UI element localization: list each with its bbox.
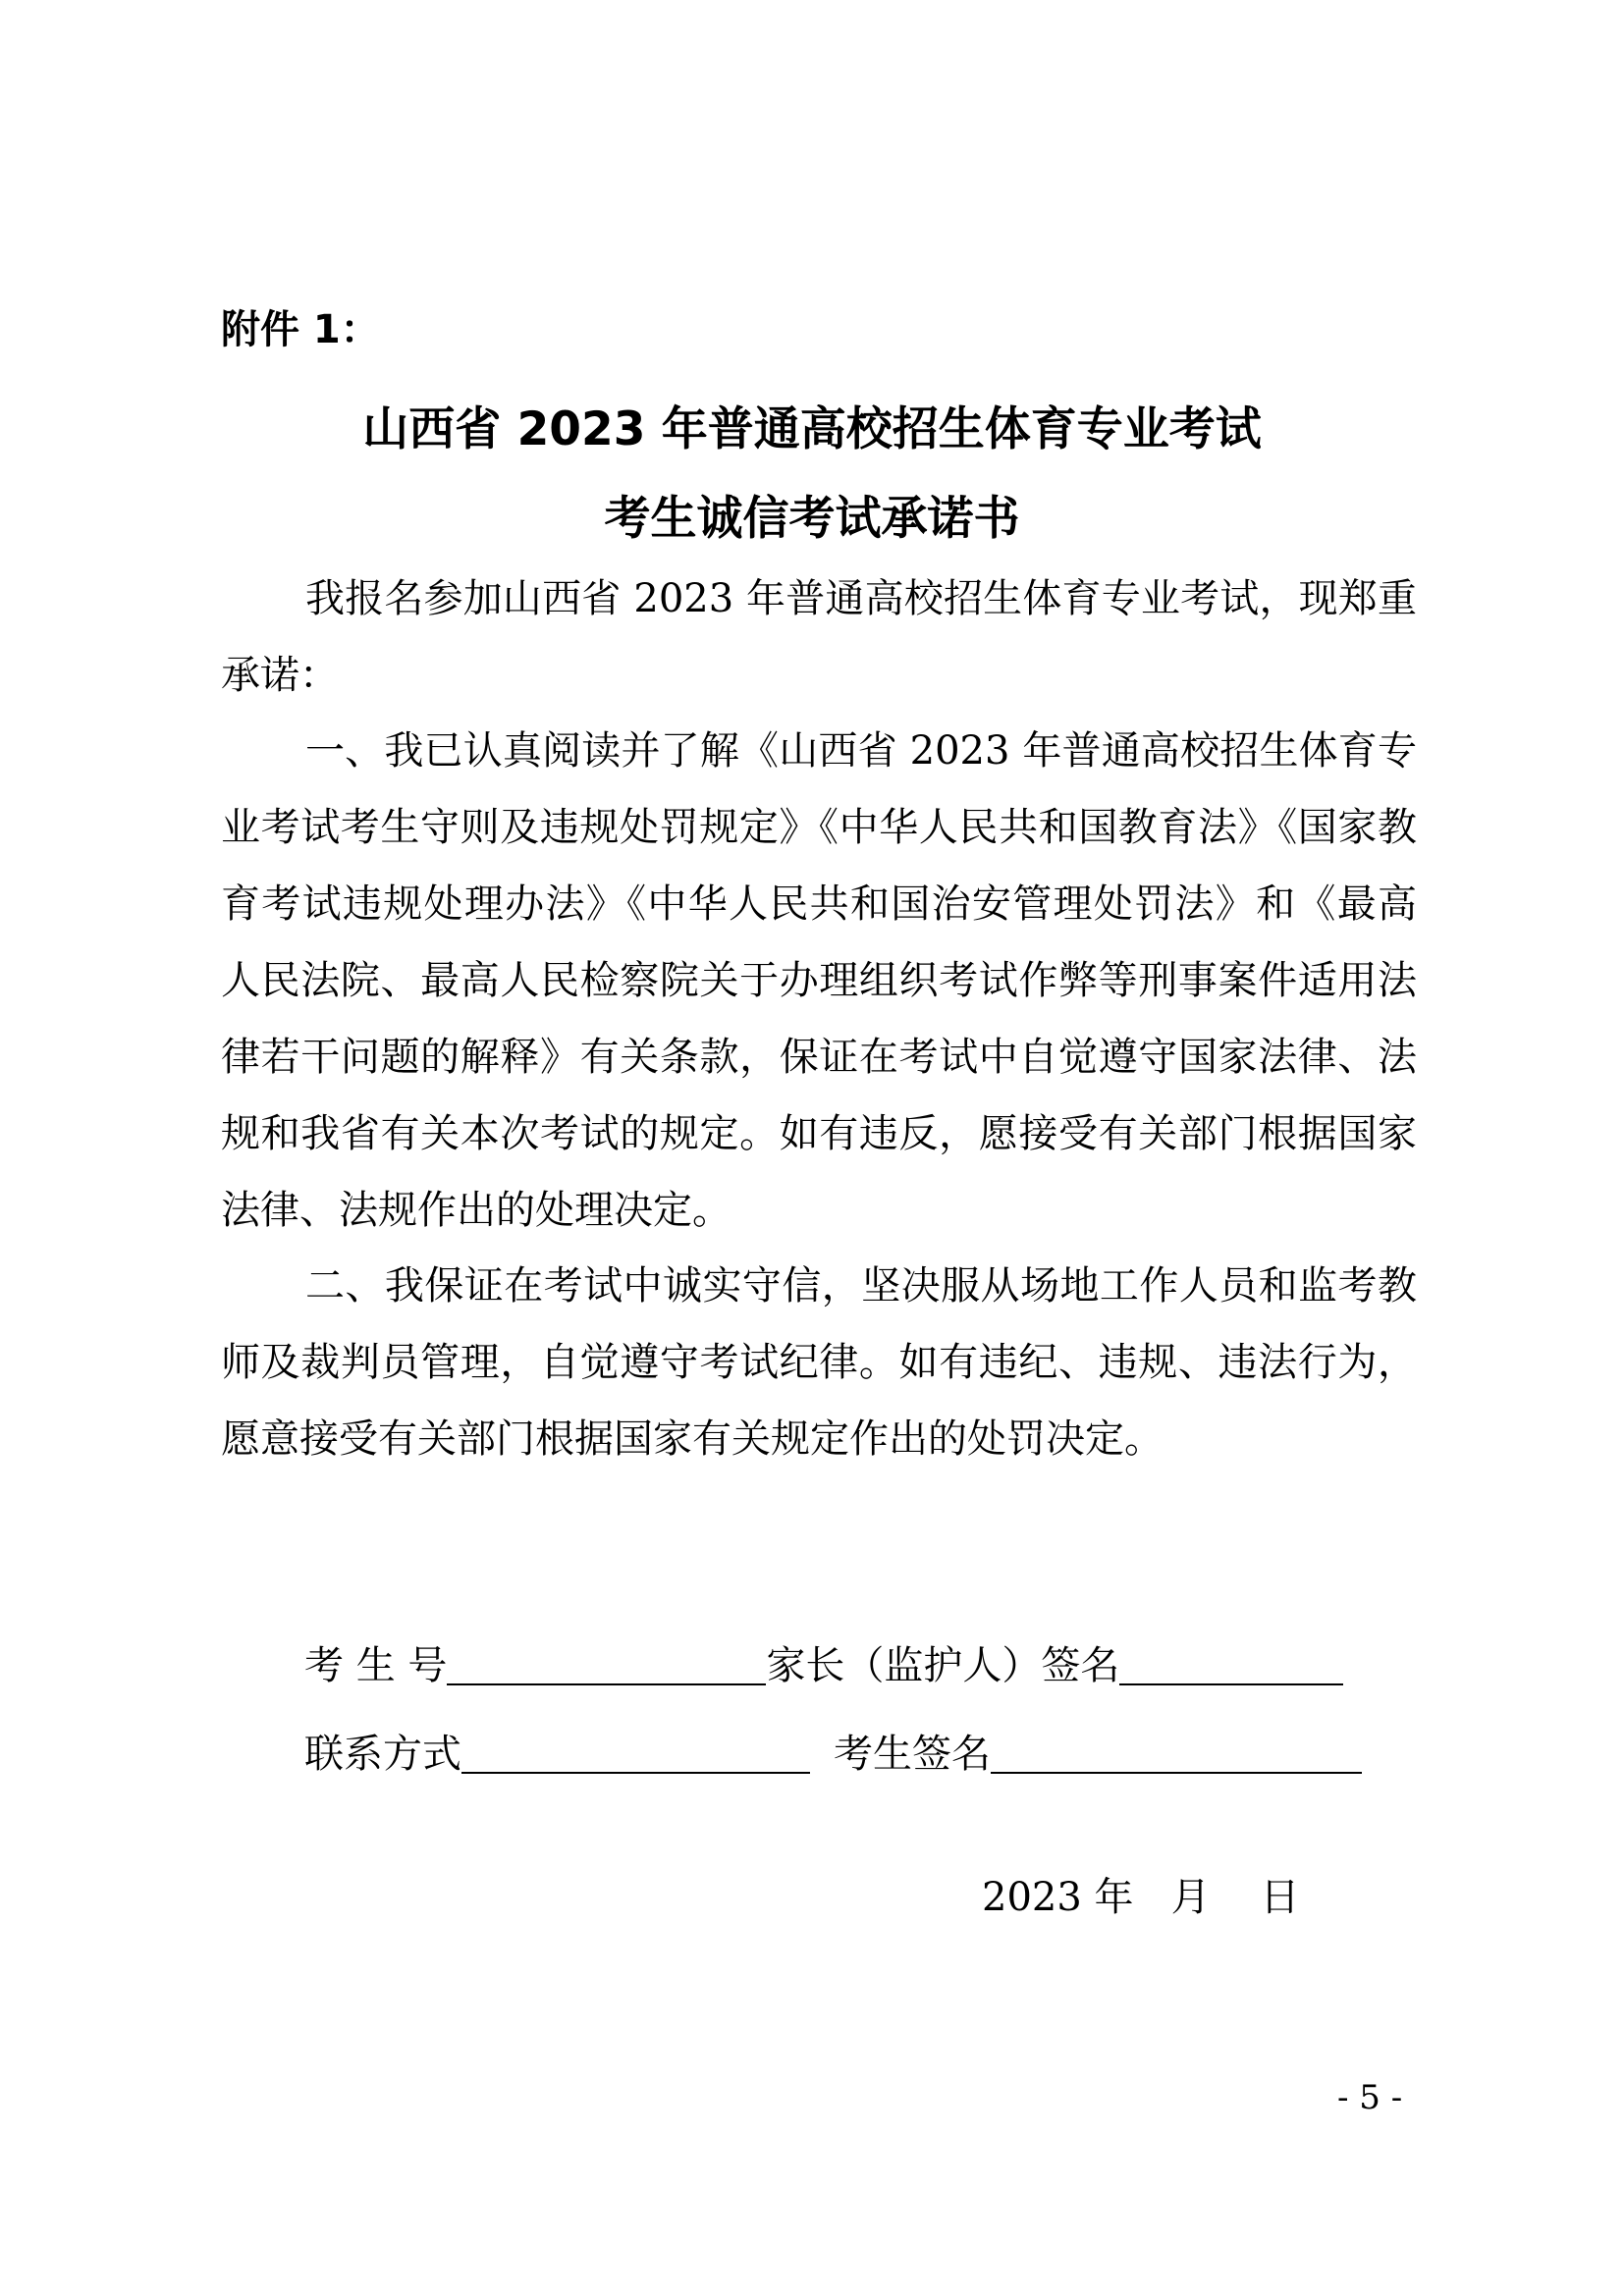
contact-field[interactable] xyxy=(461,1727,810,1774)
pledge-item-one xyxy=(221,713,1417,1249)
attachment-label: 附件 1： xyxy=(221,307,380,352)
document-title-line-1: 山西省 2023 年普通高校招生体育专业考试 xyxy=(362,402,1262,456)
student-signature-label: 考生签名 xyxy=(834,1732,991,1777)
pledge-paragraph-two: 二、我保证在考试中诚实守信，坚决服从场地工作人员和监考教师及裁判员管理，自觉遵守考试纪律。如有违纪、违规、违法行为，愿意接受有关部门根据国家有关规定作出的处罚决定。 xyxy=(221,1263,1417,1462)
student-signature-field[interactable] xyxy=(991,1727,1362,1774)
signature-row-1 xyxy=(304,1636,1343,1695)
document-title-line-2: 考生诚信考试承诺书 xyxy=(604,492,1020,546)
student-number-label: 考 生 号 xyxy=(304,1643,448,1688)
pledge-item-two xyxy=(221,1248,1417,1477)
signature-row-2 xyxy=(304,1725,1362,1784)
pledge-paragraph-intro: 我报名参加山西省 2023 年普通高校招生体育专业考试，现郑重承诺： xyxy=(221,576,1417,698)
parent-signature-label: 家长（监护人）签名 xyxy=(766,1643,1120,1688)
contact-label: 联系方式 xyxy=(304,1732,461,1777)
date-line: 2023 年 月 日 xyxy=(982,1875,1300,1920)
page-number: - 5 - xyxy=(1337,2078,1403,2117)
student-number-field[interactable] xyxy=(447,1638,766,1685)
pledge-paragraph-one: 一、我已认真阅读并了解《山西省 2023 年普通高校招生体育专业考试考生守则及违规处罚规定》《中华人民共和国教育法》《国家教育考试违规处理办法》《中华人民共和国治安管理处罚法》和《最高人民法院、最高人民检察院关于办理组织考试作弊等刑事案件适用法律若干问题的解释》有关条款，保证在考试中自觉遵守国家法律、法规和我省有关本次考试的规定。如有违反，愿接受有关部门根据国家法律、法规作出的处理决定。 xyxy=(221,728,1417,1233)
pledge-intro xyxy=(221,561,1417,714)
parent-signature-field[interactable] xyxy=(1119,1638,1343,1685)
